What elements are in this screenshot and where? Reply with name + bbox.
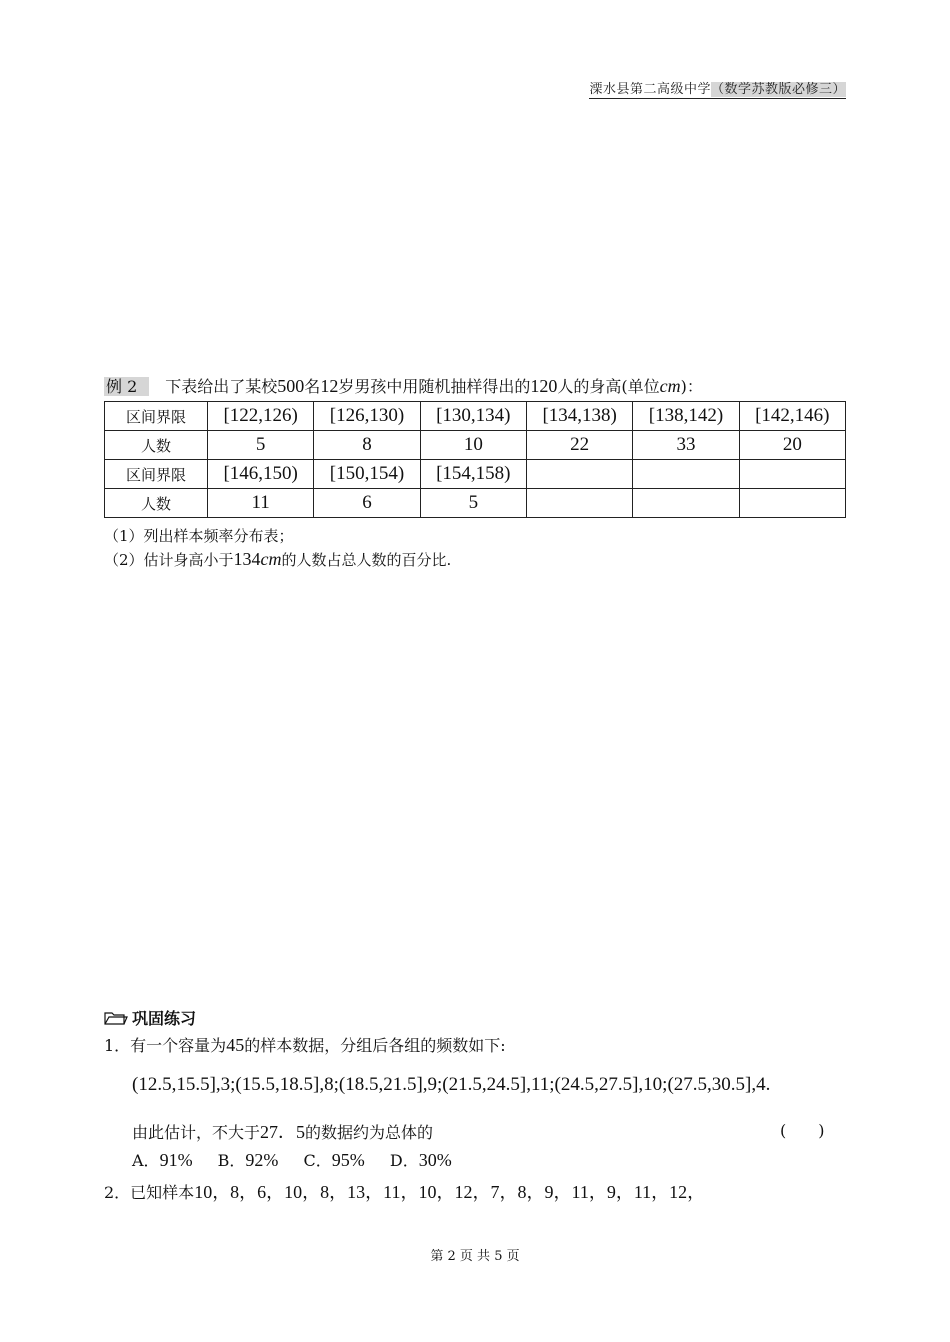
example-text: 岁男孩中用随机抽样得出的 xyxy=(338,377,531,396)
section-title-text: 巩固练习 xyxy=(132,1009,197,1028)
book-tag: （数学苏教版必修三） xyxy=(710,82,846,97)
example-text: 下表给出了某校 xyxy=(165,377,278,396)
example-number: 500 xyxy=(277,376,305,396)
page-footer: 第 2 页 共 5 页 xyxy=(430,1249,520,1264)
interval-cell xyxy=(633,460,739,489)
folder-icon xyxy=(104,1010,128,1030)
choice-c xyxy=(304,1148,365,1171)
count-cell: 20 xyxy=(739,431,845,460)
question-1: （1）列出样本频率分布表； xyxy=(104,527,294,545)
interval-cell: [154,158) xyxy=(420,460,526,489)
choice-letter: B． xyxy=(217,1151,246,1170)
school-name: 溧水县第二高级中学 xyxy=(589,82,711,97)
question-text: 的人数占总人数的百分比. xyxy=(281,551,452,569)
interval-cell: [150,154) xyxy=(314,460,420,489)
practice-section-title xyxy=(104,1006,196,1030)
problem-text: 由此估计，不大于 xyxy=(132,1123,261,1142)
interval-cell: [146,150) xyxy=(208,460,314,489)
problem-text: 的数据约为总体的 xyxy=(305,1123,434,1142)
table-row xyxy=(105,489,846,518)
height-frequency-table xyxy=(104,401,846,518)
problem-text: 的样本数据，分组后各组的频数如下: xyxy=(244,1036,506,1055)
choice-value: 30% xyxy=(418,1150,452,1170)
unit-cm: cm xyxy=(659,376,681,396)
example-label: 例 2 xyxy=(104,377,149,396)
choice-a xyxy=(132,1148,193,1171)
choice-value: 95% xyxy=(331,1150,365,1170)
count-cell: 8 xyxy=(314,431,420,460)
example-text: 名 xyxy=(304,377,321,396)
practice-problem-1 xyxy=(104,1033,506,1056)
example-2-statement xyxy=(104,374,703,397)
row-label: 区间界限 xyxy=(105,460,208,489)
count-cell: 5 xyxy=(420,489,526,518)
row-label: 区间界限 xyxy=(105,402,208,431)
answer-choices xyxy=(132,1148,472,1171)
choice-letter: C． xyxy=(303,1151,332,1170)
table-row xyxy=(105,402,846,431)
page-header xyxy=(589,78,846,99)
row-label: 人数 xyxy=(105,489,208,518)
interval-cell xyxy=(526,460,632,489)
interval-cell: [122,126) xyxy=(208,402,314,431)
question-text: （2）估计身高小于 xyxy=(104,551,234,569)
answer-blank: ( ) xyxy=(780,1121,825,1140)
example-number: 12 xyxy=(320,376,339,396)
interval-cell: [142,146) xyxy=(739,402,845,431)
problem-text: 2．已知样本 xyxy=(104,1183,195,1202)
count-cell: 6 xyxy=(314,489,420,518)
count-cell: 22 xyxy=(526,431,632,460)
choice-b xyxy=(218,1148,279,1171)
interval-cell: [134,138) xyxy=(526,402,632,431)
table-row xyxy=(105,460,846,489)
problem-number: 27．5 xyxy=(260,1122,306,1142)
problem-number: 45 xyxy=(226,1035,245,1055)
problem-1-question xyxy=(132,1118,433,1144)
example-text: )： xyxy=(680,377,703,396)
count-cell xyxy=(526,489,632,518)
count-cell: 11 xyxy=(208,489,314,518)
interval-cell: [130,134) xyxy=(420,402,526,431)
interval-cell xyxy=(739,460,845,489)
count-cell: 5 xyxy=(208,431,314,460)
count-cell xyxy=(739,489,845,518)
choice-d xyxy=(390,1148,452,1171)
choice-letter: A． xyxy=(132,1151,160,1170)
grouped-frequency-list: (12.5,15.5],3;(15.5,18.5],8;(18.5,21.5],9;(21.5,24.5],11;(24.5,27.5],10;(27.5,30.5],4. xyxy=(132,1074,771,1095)
interval-cell: [138,142) xyxy=(633,402,739,431)
row-label: 人数 xyxy=(105,431,208,460)
choice-letter: D． xyxy=(389,1151,419,1170)
practice-problem-2 xyxy=(104,1178,705,1204)
question-number: 134 xyxy=(233,549,261,569)
problem-text: 1．有一个容量为 xyxy=(104,1036,227,1055)
choice-value: 92% xyxy=(245,1150,279,1170)
unit-cm: cm xyxy=(260,549,282,569)
sample-values: 10，8，6，10，8，13，11，10，12，7，8，9，11，9，11，12， xyxy=(194,1182,706,1202)
choice-value: 91% xyxy=(159,1150,193,1170)
question-2 xyxy=(104,549,451,570)
example-number: 120 xyxy=(530,376,558,396)
interval-cell: [126,130) xyxy=(314,402,420,431)
count-cell xyxy=(633,489,739,518)
example-text: 人的身高(单位 xyxy=(557,377,660,396)
count-cell: 33 xyxy=(633,431,739,460)
table-row xyxy=(105,431,846,460)
count-cell: 10 xyxy=(420,431,526,460)
